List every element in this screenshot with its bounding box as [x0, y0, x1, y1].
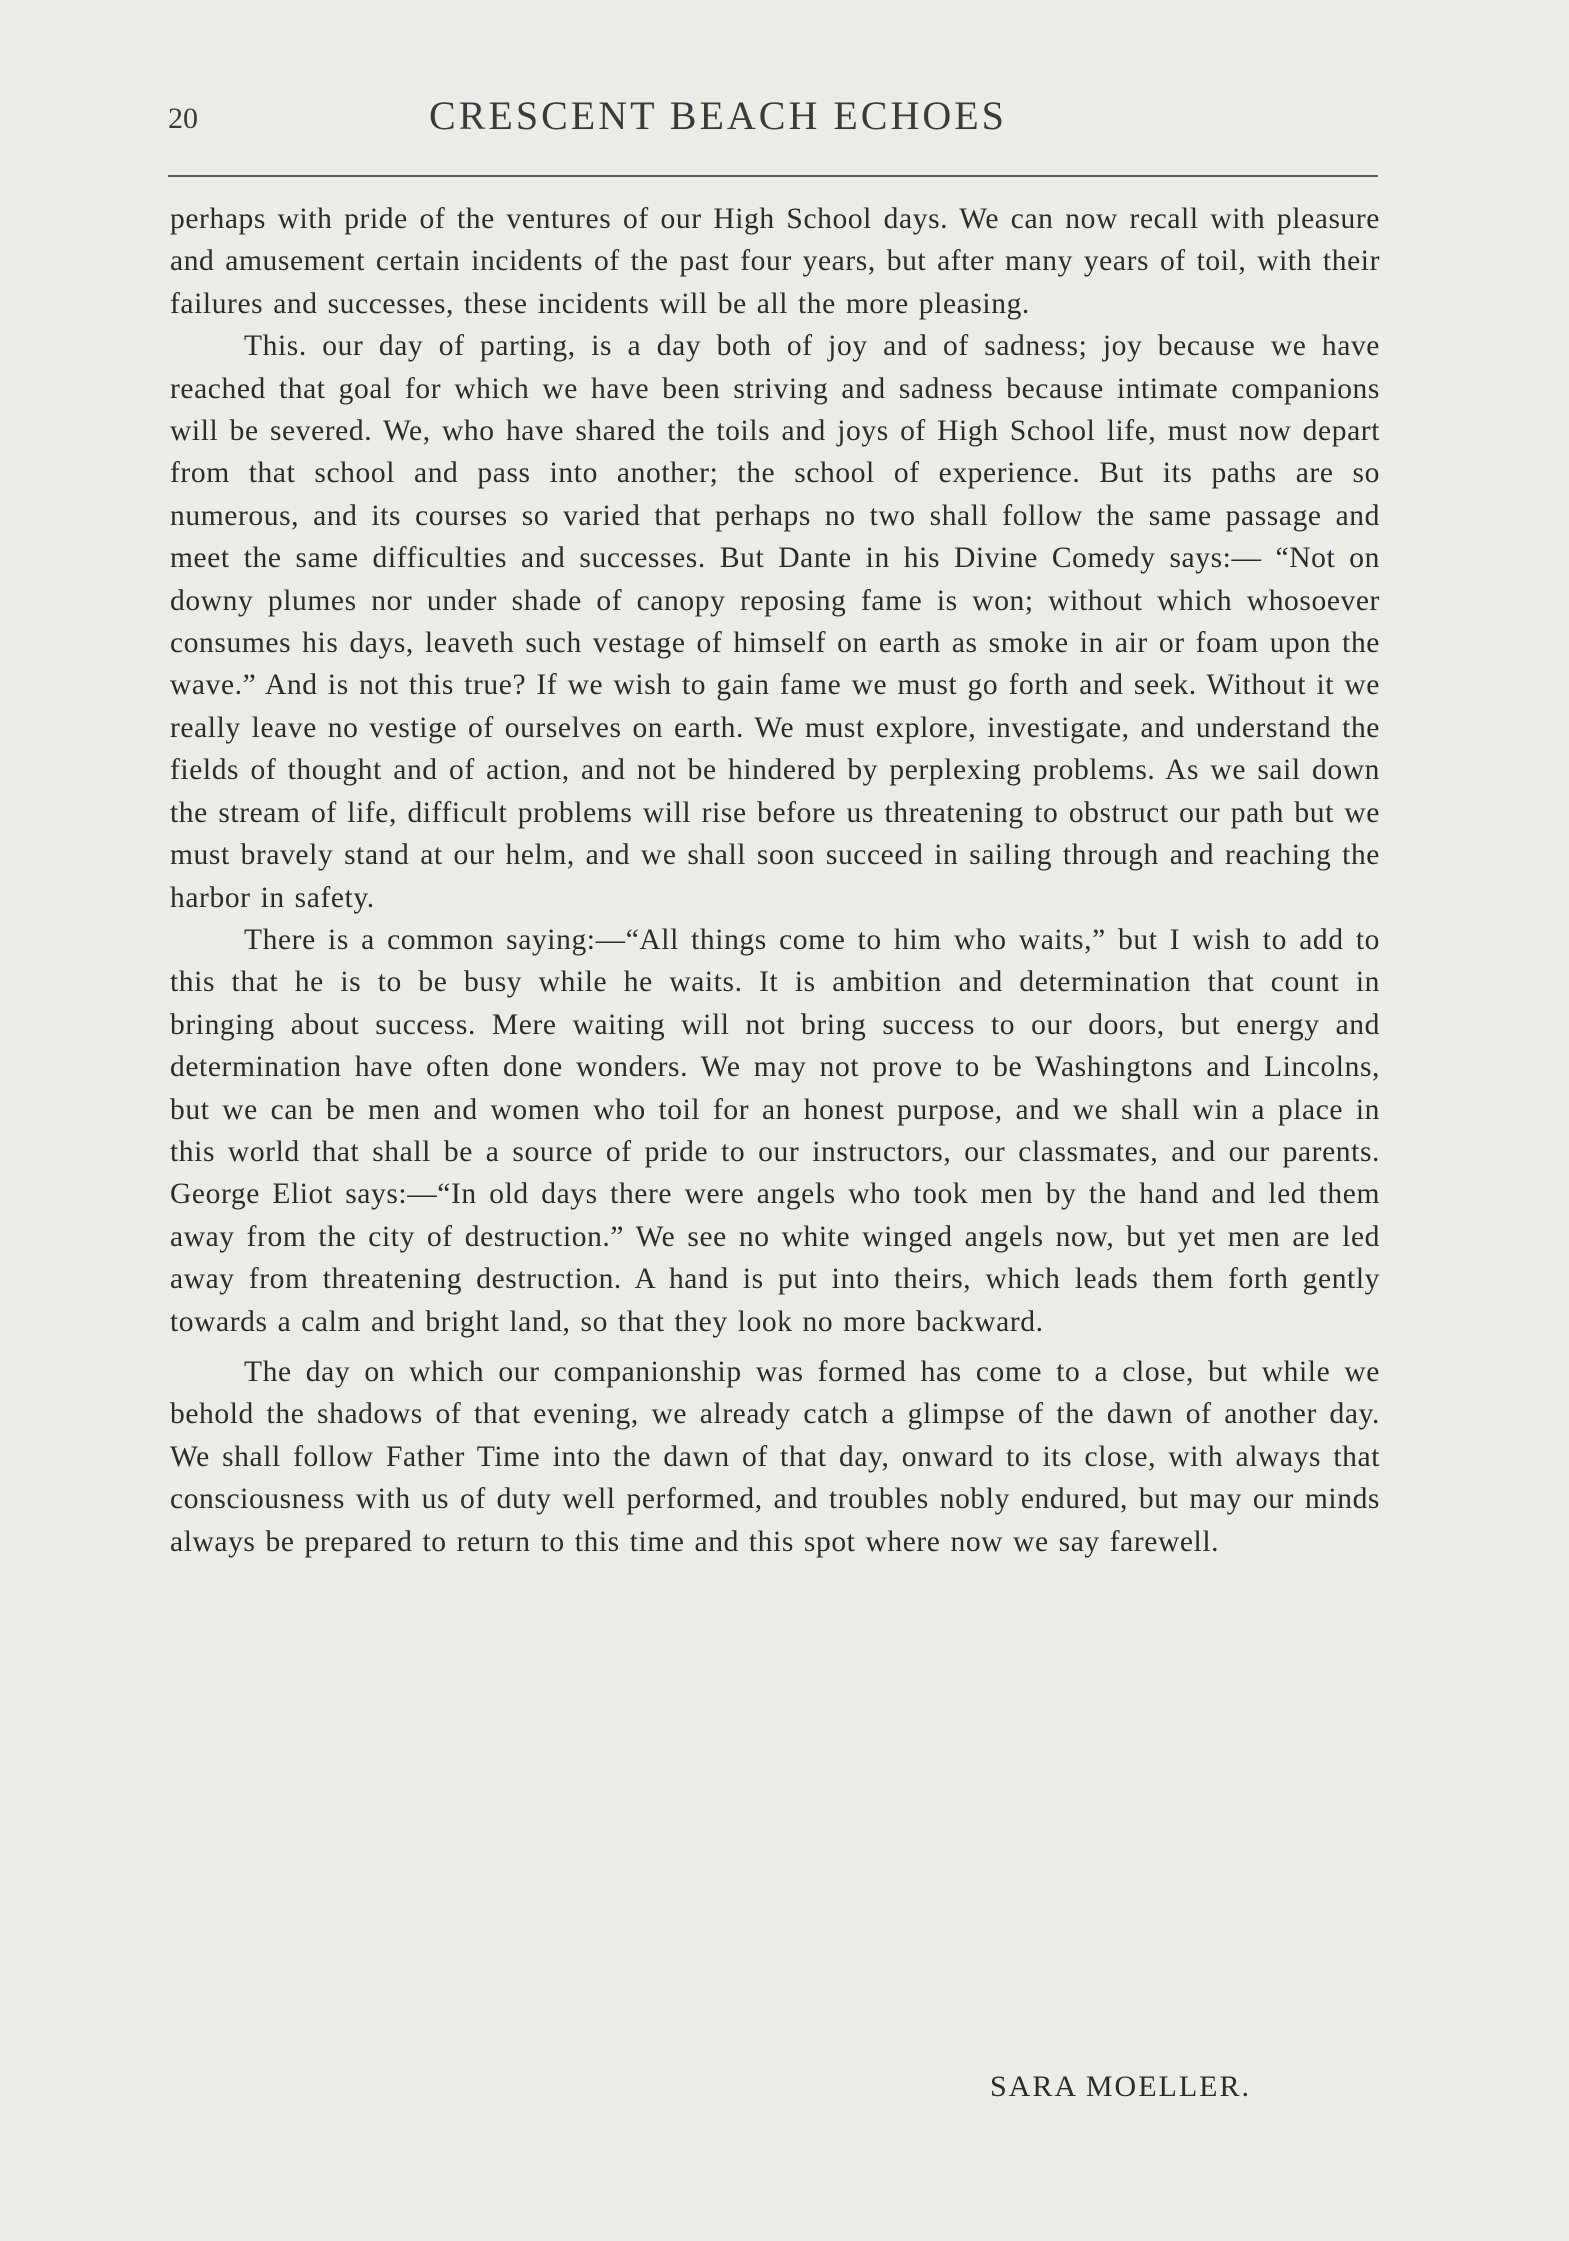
paragraph-4: The day on which our companionship was formed has come to a close, but while we behold the shadows of that evening, we already catch a glimpse of the dawn of another day. We shall follow Father Time into the dawn of that day, onward to its close, with always that consciousness with us of duty well performed, and troubles nobly endured, but may our minds always be prepared to return to this time and this spot where now we say farewell.	[170, 1355, 1380, 1558]
article-body	[170, 198, 1380, 1563]
page-number: 20	[168, 102, 198, 135]
paragraph-1: perhaps with pride of the ventures of our High School days. We can now recall with pleasure and amusement certain incidents of the past four years, but after many years of toil, with their failures and successes, these incidents will be all the more pleasing.	[170, 203, 1380, 320]
paragraph-2: This. our day of parting, is a day both of joy and of sadness; joy because we have reached that goal for which we have been striving and sadness because intimate companions will be severed. We, who have shared the toils and joys of High School life, must now depart from that school and pass into another; the school of experience. But its paths are so numerous, and its courses so varied that perhaps no two shall follow the same passage and meet the same difficulties and successes. But Dante in his Divine Comedy says:— “Not on downy plumes nor under shade of canopy reposing fame is won; without which whosoever consumes his days, leaveth such vestage of himself on earth as smoke in air or foam upon the wave.” And is not this true? If we wish to gain fame we must go forth and seek. Without it we really leave no vestige of ourselves on earth. We must explore, investigate, and understand the fields of thought and of action, and not be hindered by perplexing problems. As we sail down the stream of life, difficult problems will rise before us threatening to obstruct our path but we must bravely stand at our helm, and we shall soon succeed in sailing through and reaching the harbor in safety.	[170, 330, 1380, 914]
page-header	[168, 92, 1378, 152]
header-divider	[168, 175, 1378, 177]
author-signature: SARA MOELLER.	[990, 2070, 1252, 2103]
paragraph-3: There is a common saying:—“All things come to him who waits,” but I wish to add to this that he is to be busy while he waits. It is ambition and determination that count in bringing about success. Mere waiting will not bring success to our doors, but energy and determination have often done wonders. We may not prove to be Washingtons and Lincolns, but we can be men and women who toil for an honest purpose, and we shall win a place in this world that shall be a source of pride to our instructors, our classmates, and our parents. George Eliot says:—“In old days there were angels who took men by the hand and led them away from the city of destruction.” We see no white winged angels now, but yet men are led away from threatening destruction. A hand is put into theirs, which leads them forth gently towards a calm and bright land, so that they look no more backward.	[170, 923, 1380, 1338]
running-title: CRESCENT BEACH ECHOES	[429, 93, 1007, 138]
